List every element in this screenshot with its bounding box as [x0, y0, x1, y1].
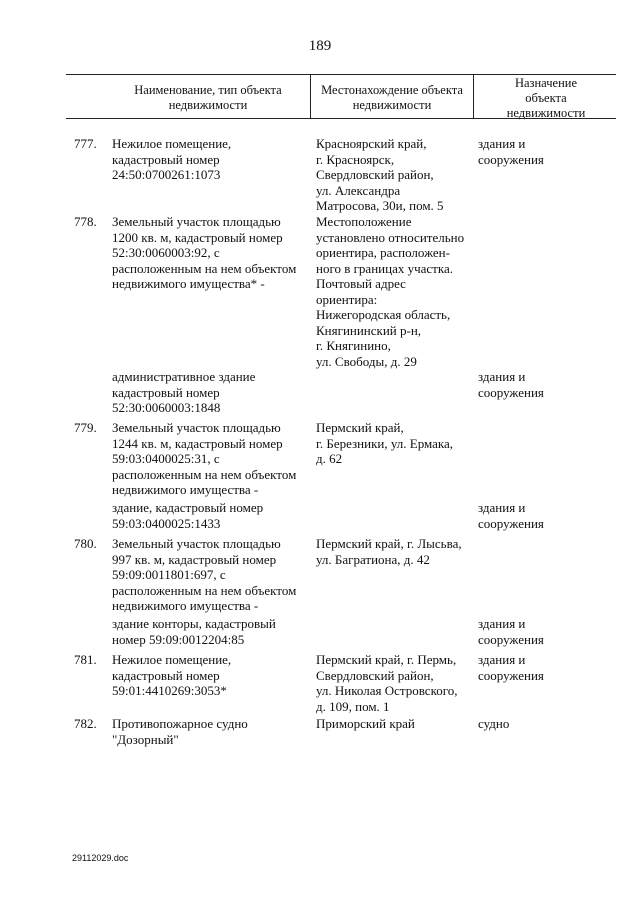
row-name: Земельный участок площадью 997 кв. м, кадастровый номер 59:09:0011801:697, с расположенным на нем объектом недвижимого имущества - — [112, 536, 297, 613]
header-rule-top — [66, 74, 616, 75]
row-purpose: здания и сооружения — [478, 652, 544, 683]
row-name: Земельный участок площадью 1244 кв. м, кадастровый номер 59:03:0400025:31, с расположенным на нем объектом недвижимого имущества - — [112, 420, 297, 497]
footer-filename: 29112029.doc — [72, 853, 129, 863]
row-number: 779. — [74, 420, 97, 435]
row-number: 777. — [74, 136, 97, 151]
header-name: Наименование, тип объекта недвижимости — [134, 83, 282, 112]
row-location: Пермский край, г. Пермь, Свердловский район, ул. Николая Островского, д. 109, пом. 1 — [316, 652, 458, 714]
row-purpose: здания и сооружения — [478, 136, 544, 167]
row-location: Пермский край, г. Лысьва, ул. Багратиона, д. 42 — [316, 536, 462, 567]
row-name: здание, кадастровый номер 59:03:0400025:1433 — [112, 500, 264, 531]
row-purpose: здания и сооружения — [478, 500, 544, 531]
row-name: административное здание кадастровый номер 52:30:0060003:1848 — [112, 369, 256, 415]
row-purpose: судно — [478, 716, 510, 731]
row-name: здание конторы, кадастровый номер 59:09:0012204:85 — [112, 616, 276, 647]
row-location: Пермский край, г. Березники, ул. Ермака, д. 62 — [316, 420, 454, 466]
row-name: Земельный участок площадью 1200 кв. м, кадастровый номер 52:30:0060003:92, с расположенным на нем объектом недвижимого имущества* - — [112, 214, 297, 291]
header-rule-bottom — [66, 118, 616, 119]
row-name: Нежилое помещение, кадастровый номер 59:01:4410269:3053* — [112, 652, 232, 698]
header-purpose: Назначение объекта недвижимости — [506, 76, 586, 120]
row-number: 780. — [74, 536, 97, 551]
row-name: Нежилое помещение, кадастровый номер 24:50:0700261:1073 — [112, 136, 232, 182]
row-location: Приморский край — [316, 716, 415, 731]
header-separator-1 — [310, 74, 311, 118]
row-location: Красноярский край, г. Красноярск, Свердловский район, ул. Александра Матросова, 30и, пом. 5 — [316, 136, 444, 213]
row-number: 778. — [74, 214, 97, 229]
row-location: Местоположение установлено относительно ориентира, расположен- ного в границах участка. Почтовый адрес ориентира: Нижегородская область, Княгининский р-н, г. Княгинино, ул. Свободы, д. 29 — [316, 214, 465, 369]
row-number: 781. — [74, 652, 97, 667]
row-purpose: здания и сооружения — [478, 616, 544, 647]
row-purpose: здания и сооружения — [478, 369, 544, 400]
header-separator-2 — [473, 74, 474, 118]
header-location: Местонахождение объекта недвижимости — [321, 83, 463, 112]
page-number: 189 — [308, 38, 332, 54]
row-number: 782. — [74, 716, 97, 731]
row-name: Противопожарное судно "Дозорный" — [112, 716, 248, 747]
